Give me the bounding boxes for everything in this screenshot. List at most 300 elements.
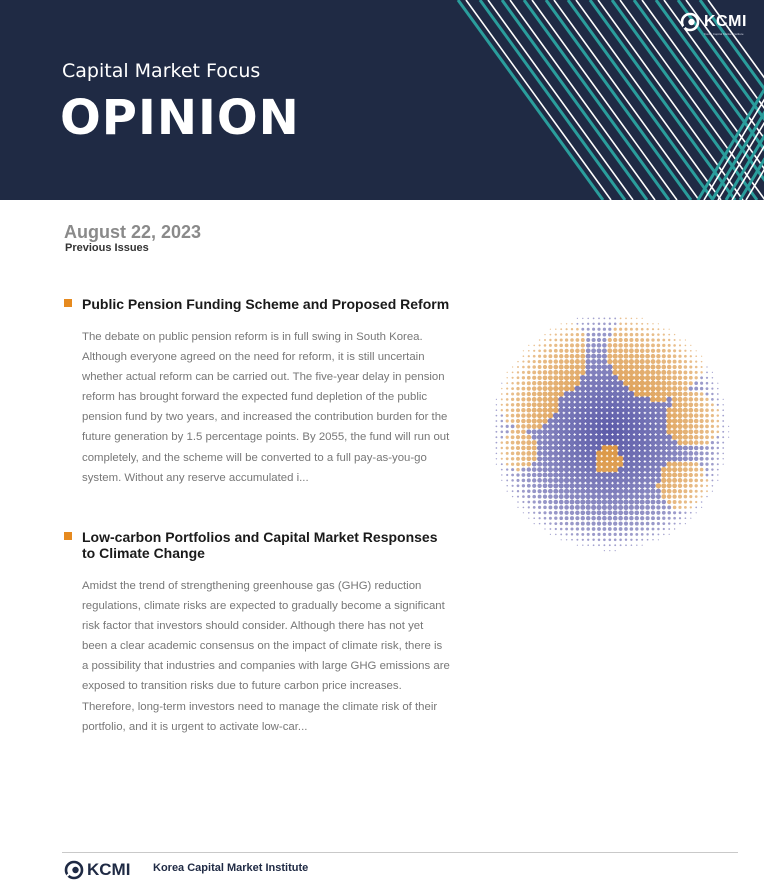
globe-dot — [618, 354, 623, 359]
globe-dot — [580, 510, 585, 515]
globe-dot — [542, 386, 547, 391]
globe-dot — [640, 338, 644, 342]
globe-dot — [628, 467, 634, 473]
globe-dot — [596, 505, 601, 510]
globe-dot — [565, 516, 569, 520]
globe-dot — [574, 396, 580, 402]
globe-dot — [507, 491, 508, 492]
globe-dot — [646, 527, 649, 530]
globe-dot — [672, 375, 677, 380]
globe-dot — [650, 434, 656, 440]
globe-dot — [722, 415, 724, 417]
globe-dot — [619, 328, 622, 331]
globe-dot — [609, 550, 610, 551]
globe-dot — [607, 505, 612, 510]
globe-dot — [657, 516, 661, 520]
globe-dot — [591, 499, 596, 504]
globe-dot — [527, 392, 531, 396]
globe-dot — [694, 479, 698, 483]
globe-dot — [688, 456, 693, 461]
globe-dot — [506, 377, 507, 378]
globe-dot — [628, 456, 634, 462]
globe-dot — [527, 489, 530, 492]
globe-dot — [571, 328, 573, 330]
globe-dot — [656, 456, 662, 462]
globe-dot — [548, 365, 553, 370]
globe-dot — [689, 386, 693, 390]
logo-text: KCMI — [704, 13, 747, 30]
globe-dot — [645, 380, 651, 386]
globe-dot — [512, 377, 514, 379]
globe-dot — [672, 402, 677, 407]
globe-dot — [602, 375, 608, 381]
globe-dot — [564, 418, 570, 424]
globe-dot — [580, 402, 586, 408]
globe-dot — [538, 500, 542, 504]
globe-dot — [623, 418, 629, 424]
kcmi-logo-top[interactable] — [680, 12, 747, 36]
globe-dot — [553, 418, 559, 424]
globe-dot — [645, 375, 651, 381]
globe-dot — [516, 473, 519, 476]
globe-dot — [706, 490, 708, 492]
globe-dot — [585, 483, 591, 489]
globe-dot — [711, 436, 714, 439]
globe-dot — [722, 409, 724, 411]
globe-dot — [656, 407, 662, 413]
globe-dot — [613, 354, 618, 359]
globe-dot — [553, 429, 559, 435]
globe-dot — [607, 359, 612, 364]
globe-dot — [628, 402, 634, 408]
globe-dot — [537, 386, 542, 391]
globe-dot — [604, 550, 605, 551]
globe-dot — [701, 361, 703, 363]
globe-dot — [640, 359, 645, 364]
globe-dot — [694, 413, 699, 418]
globe-dot — [672, 381, 677, 386]
globe-dot — [569, 483, 575, 489]
globe-dot — [666, 407, 672, 413]
globe-dot — [717, 414, 719, 416]
globe-dot — [542, 424, 548, 430]
globe-dot — [542, 407, 547, 412]
globe-dot — [597, 343, 602, 348]
globe-dot — [656, 500, 661, 505]
globe-dot — [645, 505, 650, 510]
globe-dot — [548, 429, 554, 435]
globe-dot — [570, 338, 574, 342]
globe-dot — [683, 445, 688, 450]
globe-dot — [613, 510, 618, 515]
globe-dot — [553, 381, 558, 386]
globe-dot — [640, 516, 644, 520]
globe-dot — [683, 456, 688, 461]
globe-dot — [516, 392, 520, 396]
globe-dot — [548, 445, 554, 451]
globe-dot — [667, 370, 672, 375]
globe-dot — [711, 452, 714, 455]
globe-dot — [609, 544, 611, 546]
globe-dot — [640, 349, 645, 354]
article-title-link[interactable]: Public Pension Funding Scheme and Proposed Reform — [82, 296, 450, 312]
globe-dot — [581, 522, 585, 526]
globe-dot — [542, 391, 547, 396]
globe-dot — [549, 511, 552, 514]
globe-dot — [558, 467, 564, 473]
globe-dot — [624, 333, 628, 337]
globe-dot — [542, 456, 547, 461]
globe-dot — [506, 388, 508, 390]
globe-dot — [592, 522, 596, 526]
globe-dot — [537, 489, 541, 493]
globe-dot — [618, 483, 624, 489]
globe-dot — [569, 445, 575, 451]
globe-dot — [634, 472, 640, 478]
globe-dot — [635, 516, 639, 520]
globe-dot — [625, 318, 627, 320]
globe-dot — [613, 521, 617, 525]
globe-dot — [554, 359, 558, 363]
globe-dot — [521, 430, 526, 435]
globe-dot — [645, 396, 651, 402]
globe-dot — [585, 396, 591, 402]
globe-dot — [607, 445, 613, 451]
globe-dot — [677, 418, 682, 423]
globe-dot — [634, 359, 639, 364]
globe-dot — [511, 419, 515, 423]
globe-dot — [634, 380, 640, 386]
globe-dot — [640, 494, 645, 499]
globe-dot — [679, 344, 681, 346]
globe-dot — [636, 323, 638, 325]
globe-dot — [566, 328, 568, 330]
globe-dot — [570, 516, 574, 520]
globe-dot — [661, 478, 666, 483]
globe-dot — [656, 402, 662, 408]
globe-dot — [527, 501, 530, 504]
globe-dot — [603, 544, 605, 546]
globe-dot — [512, 372, 514, 374]
globe-dot — [683, 413, 688, 418]
globe-dot — [629, 359, 634, 364]
globe-dot — [542, 434, 548, 440]
publication-subtitle: Capital Market Focus — [62, 60, 261, 82]
kcmi-logo-bottom[interactable] — [64, 860, 130, 880]
globe-dot — [685, 517, 687, 519]
globe-dot — [496, 464, 497, 465]
globe-dot — [602, 488, 608, 494]
globe-dot — [700, 446, 704, 450]
globe-dot — [712, 377, 714, 379]
globe-dot — [666, 397, 671, 402]
globe-dot — [580, 396, 586, 402]
globe-dot — [613, 338, 617, 342]
globe-dot — [495, 425, 497, 427]
globe-dot — [677, 429, 682, 434]
globe-dot — [548, 489, 553, 494]
globe-dot — [700, 462, 704, 466]
globe-dot — [712, 485, 714, 487]
globe-dot — [630, 323, 632, 325]
globe-dot — [559, 370, 564, 375]
globe-dot — [699, 424, 703, 428]
globe-dot — [635, 338, 639, 342]
globe-dot — [666, 445, 672, 451]
globe-dot — [542, 445, 548, 451]
globe-dot — [575, 359, 580, 364]
globe-dot — [512, 366, 513, 367]
globe-dot — [623, 375, 629, 381]
globe-dot — [601, 391, 607, 397]
footer-institute-name: Korea Capital Market Institute — [153, 862, 309, 874]
globe-dot — [689, 495, 692, 498]
globe-dot — [533, 512, 535, 514]
globe-dot — [618, 386, 624, 392]
globe-dot — [706, 382, 709, 385]
globe-dot — [634, 494, 639, 499]
globe-dot — [569, 467, 575, 473]
globe-dot — [650, 478, 656, 484]
globe-dot — [607, 380, 613, 386]
globe-dot — [580, 386, 586, 392]
globe-dot — [527, 387, 531, 391]
globe-dot — [586, 359, 591, 364]
globe-dot — [705, 425, 709, 429]
globe-dot — [688, 413, 693, 418]
kcmi-logo-icon — [64, 860, 84, 880]
globe-dot — [668, 528, 670, 530]
globe-dot — [569, 423, 575, 429]
globe-dot — [569, 391, 575, 397]
globe-dot — [532, 392, 537, 397]
globe-dot — [564, 511, 568, 515]
globe-dot — [658, 323, 659, 324]
globe-dot — [521, 413, 526, 418]
globe-dot — [565, 344, 569, 348]
globe-dot — [548, 451, 554, 457]
globe-dot — [564, 494, 569, 499]
globe-dot — [582, 539, 584, 541]
globe-dot — [516, 430, 520, 434]
globe-dot — [506, 382, 508, 384]
globe-dot — [526, 413, 531, 418]
globe-dot — [635, 328, 638, 331]
globe-dot — [526, 435, 531, 440]
globe-dot — [711, 457, 714, 460]
globe-dot — [553, 494, 558, 499]
globe-dot — [705, 452, 709, 456]
globe-dot — [642, 545, 643, 546]
globe-dot — [576, 328, 579, 331]
globe-dot — [705, 408, 709, 412]
previous-issues-link[interactable]: Previous Issues — [65, 242, 149, 254]
globe-dot — [516, 446, 520, 450]
globe-dot — [656, 370, 661, 375]
globe-dot — [585, 380, 591, 386]
globe-dot — [619, 522, 623, 526]
globe-dot — [580, 456, 586, 462]
globe-dot — [521, 435, 526, 440]
globe-dot — [537, 413, 542, 418]
globe-dot — [580, 429, 586, 435]
globe-dot — [628, 434, 634, 440]
globe-dot — [612, 380, 618, 386]
globe-dot — [516, 451, 520, 455]
globe-dot — [672, 451, 677, 456]
globe-dot — [591, 477, 597, 483]
globe-dot — [527, 467, 531, 471]
logo-subtext: Korea Capital Market Institute — [704, 32, 744, 36]
globe-dot — [624, 522, 628, 526]
globe-dot — [612, 472, 618, 478]
dotted-globe-icon — [488, 310, 732, 554]
globe-dot — [683, 381, 687, 385]
globe-dot — [553, 478, 558, 483]
article-title-link[interactable]: Low-carbon Portfolios and Capital Market Responses to Climate Change — [82, 529, 438, 561]
globe-dot — [564, 440, 570, 446]
globe-dot — [607, 354, 612, 359]
globe-dot — [672, 467, 677, 472]
square-bullet-icon — [64, 299, 72, 307]
globe-dot — [688, 435, 693, 440]
globe-dot — [521, 457, 525, 461]
globe-dot — [607, 488, 613, 494]
globe-dot — [603, 527, 607, 531]
globe-dot — [607, 461, 613, 467]
globe-dot — [677, 440, 682, 445]
globe-dot — [705, 414, 709, 418]
globe-dot — [629, 516, 633, 520]
globe-dot — [569, 396, 575, 402]
globe-dot — [544, 528, 545, 529]
globe-dot — [655, 445, 661, 451]
globe-dot — [678, 355, 681, 358]
globe-dot — [543, 360, 547, 364]
globe-dot — [511, 468, 514, 471]
globe-dot — [655, 418, 661, 424]
globe-dot — [683, 418, 688, 423]
globe-dot — [575, 343, 579, 347]
globe-dot — [677, 462, 682, 467]
globe-dot — [722, 404, 723, 405]
globe-dot — [511, 408, 515, 412]
globe-dot — [695, 495, 698, 498]
globe-dot — [580, 348, 585, 353]
globe-dot — [548, 467, 553, 472]
globe-dot — [612, 483, 618, 489]
globe-dot — [501, 393, 503, 395]
globe-dot — [526, 451, 531, 456]
globe-dot — [695, 355, 697, 357]
globe-dot — [634, 396, 640, 402]
globe-dot — [684, 355, 687, 358]
stripe-line — [524, 0, 669, 200]
globe-dot — [542, 462, 547, 467]
globe-dot — [523, 355, 525, 357]
globe-dot — [548, 397, 553, 402]
globe-dot — [580, 445, 586, 451]
globe-dot — [630, 539, 632, 541]
globe-dot — [623, 445, 629, 451]
globe-dot — [646, 338, 650, 342]
globe-dot — [506, 457, 509, 460]
globe-dot — [661, 402, 667, 408]
globe-dot — [694, 408, 698, 412]
globe-dot — [684, 350, 686, 352]
globe-dot — [645, 445, 651, 451]
globe-dot — [596, 472, 602, 478]
globe-dot — [612, 413, 618, 419]
globe-dot — [678, 360, 682, 364]
globe-dot — [559, 349, 563, 353]
stripe-line — [458, 0, 603, 200]
globe-dot — [593, 318, 595, 320]
globe-dot — [700, 408, 704, 412]
globe-dot — [646, 522, 650, 526]
globe-dot — [537, 435, 542, 440]
globe-dot — [694, 473, 698, 477]
globe-dot — [506, 425, 509, 428]
globe-dot — [672, 429, 678, 435]
globe-dot — [618, 348, 623, 353]
globe-dot — [639, 407, 645, 413]
globe-dot — [522, 371, 525, 374]
globe-dot — [601, 440, 607, 446]
globe-dot — [607, 440, 613, 446]
globe-dot — [533, 506, 536, 509]
globe-dot — [722, 453, 724, 455]
globe-dot — [553, 407, 559, 413]
globe-dot — [506, 474, 508, 476]
globe-dot — [689, 467, 693, 471]
globe-dot — [618, 343, 623, 348]
globe-dot — [694, 387, 698, 391]
globe-dot — [542, 451, 547, 456]
globe-dot — [695, 376, 698, 379]
globe-dot — [601, 477, 607, 483]
globe-dot — [614, 533, 617, 536]
globe-dot — [516, 468, 520, 472]
globe-dot — [585, 494, 590, 499]
globe-dot — [694, 403, 698, 407]
globe-dot — [711, 403, 714, 406]
globe-dot — [711, 398, 714, 401]
globe-dot — [602, 370, 608, 376]
globe-dot — [639, 375, 645, 381]
globe-dot — [537, 376, 541, 380]
globe-dot — [656, 472, 662, 478]
article-excerpt: The debate on public pension reform is in full swing in South Korea. Although everyone agreed on the need for reform, it is still uncertain whether actual reform can be carried out. The five-year delay in pension reform has brought forward the expected fund depletion of the public pension fund by two years, and increased the contribution burden for the future generation by 1.5 percentage points. By 2055, the fund will run out completely, and the scheme will be converted to a full pay-as-you-go system. Without any reserve accumulated i... — [82, 331, 450, 484]
globe-dot — [526, 419, 531, 424]
globe-dot — [586, 510, 591, 515]
globe-dot — [694, 381, 698, 385]
globe-dot — [618, 477, 624, 483]
globe-dot — [569, 478, 575, 484]
globe-dot — [580, 354, 585, 359]
globe-dot — [543, 370, 548, 375]
globe-dot — [672, 413, 678, 419]
globe-dot — [580, 494, 585, 499]
globe-dot — [517, 501, 519, 503]
globe-dot — [624, 533, 627, 536]
globe-dot — [559, 365, 564, 370]
globe-dot — [591, 440, 597, 446]
globe-dot — [543, 478, 548, 483]
globe-dot — [554, 349, 558, 353]
globe-dot — [612, 450, 618, 456]
globe-dot — [612, 386, 618, 392]
